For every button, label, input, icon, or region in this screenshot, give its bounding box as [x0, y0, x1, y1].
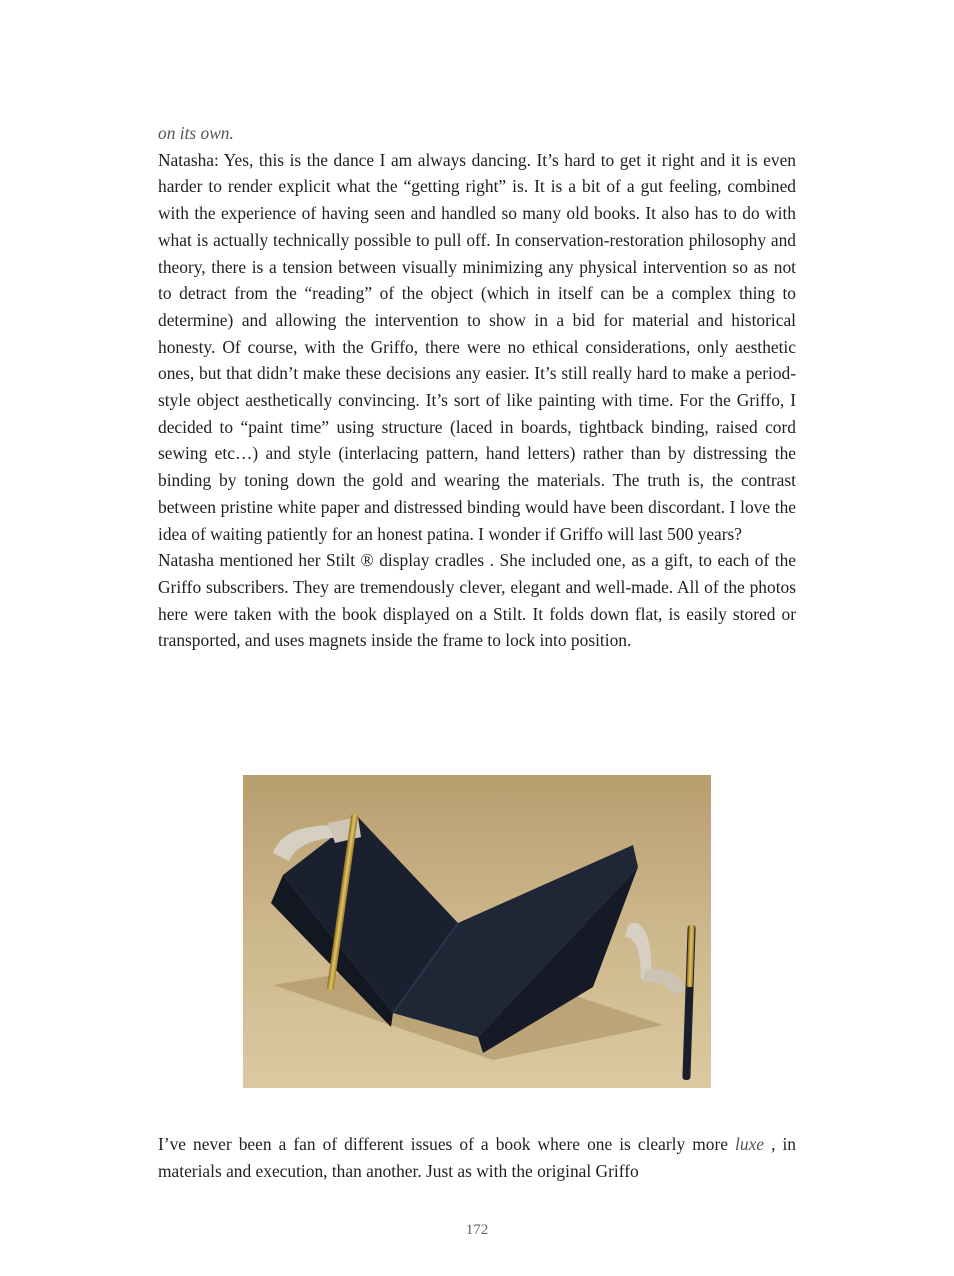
paragraph-natasha-response: Natasha: Yes, this is the dance I am always dancing. It’s hard to get it right and it is even harder to render explicit what the “getting right” is. It is a bit of a gut feeling, combined with the experience of having seen and handled so many old books. It also has to do with what is actually technically possible to pull off. In conservation-restoration philosophy and theory, there is a tension between visually minimizing any physical intervention so as not to detract from the “reading” of the object (which in itself can be a complex thing to determine) and allowing the intervention to show in a bid for material and historical honesty. Of course, with the Griffo, there were no ethical considerations, only aesthetic ones, but that didn’t make these decisions any easier. It’s still really hard to make a period-style object aesthetically convincing. It’s sort of like painting with time. For the Griffo, I decided to “paint time” using structure (laced in boards, tightback binding, raised cord sewing etc…) and style (interlacing pattern, hand letters) rather than by distressing the binding by toning down the gold and wearing the materials. The truth is, the contrast between pristine white paper and distressed binding would have been discordant. I love the idea of waiting patiently for an honest patina. I wonder if Griffo will last 500 years?: [158, 149, 796, 544]
body-text-bottom: [158, 1131, 796, 1184]
paragraph-stilt-cradles: Natasha mentioned her Stilt ® display cradles . She included one, as a gift, to each of the Griffo subscribers. They are tremendously clever, elegant and well-made. All of the photos here were taken with the book displayed on a Stilt. It folds down flat, is easily stored or transported, and uses magnets inside the frame to lock into position.: [158, 550, 796, 651]
paragraph-luxe-end: , in materials and execution, than another. Just as with the original Griffo: [158, 1134, 796, 1181]
italic-word-luxe: luxe: [735, 1134, 765, 1154]
continued-fragment: on its own.: [158, 123, 234, 143]
page-number: 172: [465, 1222, 489, 1238]
stilt-cradle-illustration: [243, 775, 711, 1088]
stilt-cradle-photo: [243, 775, 711, 1088]
paragraph-luxe: [158, 1131, 796, 1184]
body-text-top: [158, 120, 796, 654]
paragraph-luxe-start: I’ve never been a fan of different issues of a book where one is clearly more: [158, 1134, 728, 1154]
